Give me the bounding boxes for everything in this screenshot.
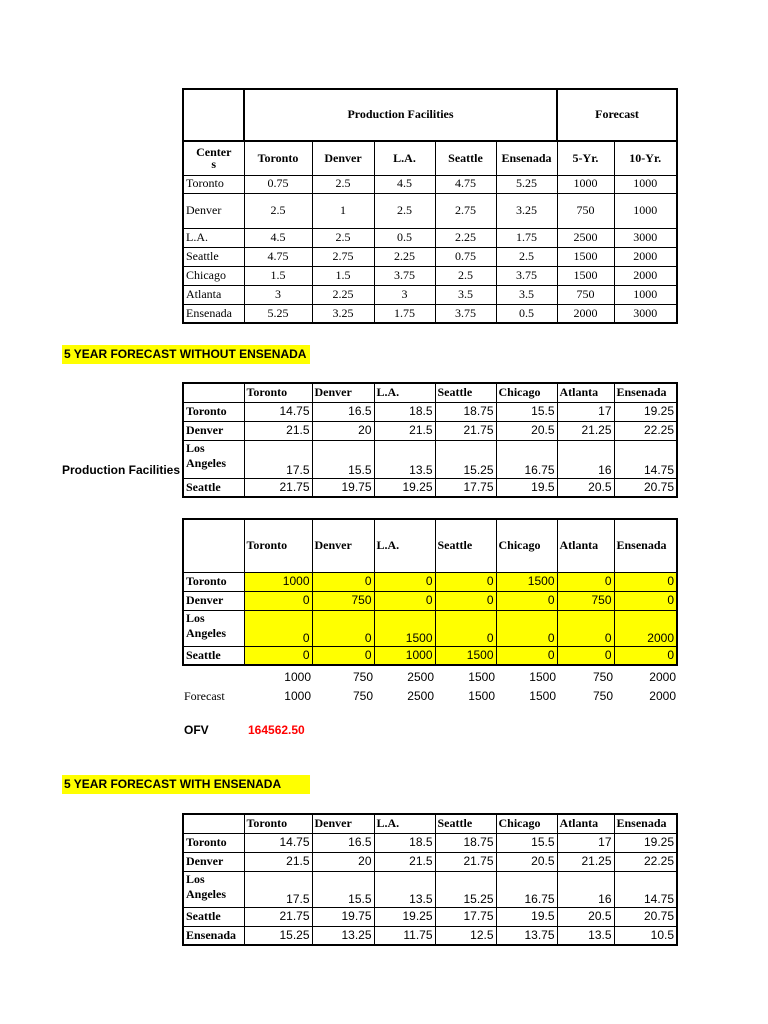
cost-table-with-ensenada — [182, 813, 678, 946]
table1-cell: 1 — [312, 193, 374, 228]
table3-col-header: Atlanta — [557, 519, 614, 572]
table1-col-header: 5-Yr. — [557, 141, 614, 175]
table4-cell: 16.75 — [496, 871, 557, 907]
table1-col-header: Center s — [183, 141, 244, 175]
table1-cell: 2000 — [614, 247, 677, 266]
table2-cell: 20.5 — [496, 421, 557, 440]
table1-cell: 3.25 — [312, 304, 374, 323]
table1-cell: 1000 — [614, 193, 677, 228]
table3-cell[interactable]: 0 — [496, 610, 557, 646]
table1-cell: 750 — [557, 285, 614, 304]
cost-table-without-ensenada-block — [182, 382, 678, 498]
table4-row-label: Los Angeles — [183, 871, 244, 907]
table1-col-header: L.A. — [374, 141, 435, 175]
table2-col-header: Denver — [312, 383, 374, 402]
table3-cell[interactable]: 0 — [557, 572, 614, 591]
table1-row — [183, 228, 677, 247]
table3-cell[interactable]: 1000 — [244, 572, 312, 591]
table4-cell: 21.5 — [374, 852, 435, 871]
table1-cell: 3 — [244, 285, 312, 304]
table1-col-header: Denver — [312, 141, 374, 175]
table4-empty-corner — [183, 814, 244, 833]
table4-cell: 15.25 — [244, 926, 312, 945]
table3-col-header: Toronto — [244, 519, 312, 572]
table1-cell: 4.75 — [435, 175, 496, 193]
table2-cell: 20.75 — [614, 478, 677, 497]
table1-cell: 2000 — [614, 266, 677, 285]
table2-cell: 21.75 — [435, 421, 496, 440]
table4-cell: 14.75 — [244, 833, 312, 852]
table2-cell: 21.75 — [244, 478, 312, 497]
table2-header-row — [183, 383, 677, 402]
table4-cell: 18.5 — [374, 833, 435, 852]
table3-cell[interactable]: 0 — [312, 646, 374, 665]
table2-row-label: Denver — [183, 421, 244, 440]
allocation-table — [182, 518, 678, 666]
table4-row-label: Ensenada — [183, 926, 244, 945]
table3-cell[interactable]: 750 — [312, 591, 374, 610]
table1-cell: 2500 — [557, 228, 614, 247]
table1-cell: 2.25 — [435, 228, 496, 247]
table1-cell: Ensenada — [183, 304, 244, 323]
table1-row — [183, 175, 677, 193]
table3-cell[interactable]: 0 — [435, 591, 496, 610]
table2-cell: 19.75 — [312, 478, 374, 497]
table1-cell: Atlanta — [183, 285, 244, 304]
table4-row-label: Toronto — [183, 833, 244, 852]
table1-cell: 2.5 — [244, 193, 312, 228]
table4-row — [183, 871, 677, 907]
table2-col-header: Ensenada — [614, 383, 677, 402]
table3-cell[interactable]: 1500 — [496, 572, 557, 591]
table2-cell: 18.5 — [374, 402, 435, 421]
table4-cell: 21.25 — [557, 852, 614, 871]
table1-cell: 2.25 — [312, 285, 374, 304]
table3-row-label: Seattle — [183, 646, 244, 665]
table1-row — [183, 266, 677, 285]
table1-cell: 3.75 — [435, 304, 496, 323]
table2-row-label: Los Angeles — [183, 440, 244, 478]
ofv-value: 164562.50 — [248, 723, 305, 737]
table3-cell[interactable]: 0 — [435, 610, 496, 646]
table4-cell: 20.5 — [496, 852, 557, 871]
table3-cell[interactable]: 0 — [244, 646, 312, 665]
table2-cell: 16.5 — [312, 402, 374, 421]
table2-cell: 15.25 — [435, 440, 496, 478]
table1-cell: 3.5 — [496, 285, 557, 304]
table1-cell: 5.25 — [244, 304, 312, 323]
table1-cell: 0.5 — [496, 304, 557, 323]
table1-cell: 2000 — [557, 304, 614, 323]
table3-col-header: Denver — [312, 519, 374, 572]
table2-cell: 20 — [312, 421, 374, 440]
forecast-cell: 750 — [352, 689, 373, 704]
table3-cell[interactable]: 0 — [496, 591, 557, 610]
table4-cell: 15.5 — [312, 871, 374, 907]
table4-col-header: Denver — [312, 814, 374, 833]
table2-row — [183, 440, 677, 478]
forecast-cell: 2000 — [649, 689, 676, 704]
table2-cell: 19.5 — [496, 478, 557, 497]
table2-cell: 21.25 — [557, 421, 614, 440]
table2-cell: 15.5 — [496, 402, 557, 421]
table1-cell: 1500 — [557, 247, 614, 266]
table1-cell: 2.5 — [374, 193, 435, 228]
table3-cell[interactable]: 1500 — [374, 610, 435, 646]
table1-cell: 3.25 — [496, 193, 557, 228]
table1-col-header: Toronto — [244, 141, 312, 175]
table3-cell[interactable]: 0 — [374, 572, 435, 591]
table4-cell: 19.25 — [614, 833, 677, 852]
table4-cell: 15.5 — [496, 833, 557, 852]
table3-row — [183, 572, 677, 591]
table3-row — [183, 646, 677, 665]
table4-cell: 19.25 — [374, 907, 435, 926]
table3-empty-corner — [183, 519, 244, 572]
table2-row-label: Seattle — [183, 478, 244, 497]
ofv-label: OFV — [184, 723, 209, 737]
table4-cell: 10.5 — [614, 926, 677, 945]
table4-col-header: L.A. — [374, 814, 435, 833]
table1-cell: L.A. — [183, 228, 244, 247]
forecast-cell: 750 — [592, 689, 613, 704]
table3-row-label: Toronto — [183, 572, 244, 591]
table4-row — [183, 852, 677, 871]
table4-cell: 16 — [557, 871, 614, 907]
table2-cell: 21.5 — [244, 421, 312, 440]
table1-cell: 3000 — [614, 228, 677, 247]
table4-cell: 20.5 — [557, 907, 614, 926]
table1-cell: 1.75 — [496, 228, 557, 247]
table1-cell: 1000 — [614, 175, 677, 193]
table3-cell[interactable]: 0 — [312, 572, 374, 591]
table1-cell: Seattle — [183, 247, 244, 266]
table1-cell: 1.5 — [312, 266, 374, 285]
table1-col-header: Ensenada — [496, 141, 557, 175]
forecast-cell: 1500 — [468, 689, 495, 704]
table3-col-header: L.A. — [374, 519, 435, 572]
table1-cell: 3.75 — [374, 266, 435, 285]
table4-cell: 19.75 — [312, 907, 374, 926]
table1-cell: 5.25 — [496, 175, 557, 193]
table3-row — [183, 591, 677, 610]
table3-cell[interactable]: 2000 — [614, 610, 677, 646]
table2-cell: 17 — [557, 402, 614, 421]
table4-cell: 18.75 — [435, 833, 496, 852]
allocation-totals-table — [182, 668, 678, 707]
table1-cell: 1.75 — [374, 304, 435, 323]
table1-cell: 1.5 — [244, 266, 312, 285]
table4-cell: 17.5 — [244, 871, 312, 907]
table1-cell: 1500 — [557, 266, 614, 285]
table2-cell: 19.25 — [614, 402, 677, 421]
table4-col-header: Chicago — [496, 814, 557, 833]
table4-col-header: Seattle — [435, 814, 496, 833]
table1-cell: 0.75 — [244, 175, 312, 193]
table4-col-header: Ensenada — [614, 814, 677, 833]
table4-cell: 14.75 — [614, 871, 677, 907]
table4-cell: 20.75 — [614, 907, 677, 926]
table3-col-header: Chicago — [496, 519, 557, 572]
production-facilities-side-label: Production Facilities — [62, 463, 181, 477]
table2-cell: 14.75 — [614, 440, 677, 478]
table2-cell: 13.5 — [374, 440, 435, 478]
table1-col-header: Seattle — [435, 141, 496, 175]
table3-cell[interactable]: 0 — [496, 646, 557, 665]
table2-row — [183, 478, 677, 497]
cost-table-without-ensenada — [182, 382, 678, 498]
table3-cell[interactable]: 0 — [244, 610, 312, 646]
table3-col-header: Ensenada — [614, 519, 677, 572]
table1-cell: 4.5 — [374, 175, 435, 193]
table3-col-header: Seattle — [435, 519, 496, 572]
forecast-cell: 1000 — [284, 689, 311, 704]
total-cell: 1500 — [468, 669, 495, 684]
table1-cell: 1000 — [614, 285, 677, 304]
table1-cell: 0.5 — [374, 228, 435, 247]
table1-row — [183, 285, 677, 304]
table1-cell: 2.75 — [435, 193, 496, 228]
table4-cell: 11.75 — [374, 926, 435, 945]
table2-col-header: Seattle — [435, 383, 496, 402]
totals-label-empty — [182, 668, 245, 687]
total-cell: 750 — [352, 669, 373, 684]
table2-cell: 17.5 — [244, 440, 312, 478]
table3-cell[interactable]: 0 — [312, 610, 374, 646]
table1-cell: 2.25 — [374, 247, 435, 266]
table3-cell[interactable]: 0 — [614, 646, 677, 665]
table4-header-row — [183, 814, 677, 833]
table1-row — [183, 193, 677, 228]
table1-cell: 2.5 — [435, 266, 496, 285]
table1-cell: Denver — [183, 193, 244, 228]
table3-cell[interactable]: 0 — [614, 572, 677, 591]
table2-cell: 16.75 — [496, 440, 557, 478]
table1-row — [183, 247, 677, 266]
forecast-cell: 2500 — [407, 689, 434, 704]
table3-row-label: Los Angeles — [183, 610, 244, 646]
total-cell: 1000 — [284, 669, 311, 684]
table2-cell: 20.5 — [557, 478, 614, 497]
table3-cell[interactable]: 1000 — [374, 646, 435, 665]
table4-row — [183, 926, 677, 945]
table2-cell: 17.75 — [435, 478, 496, 497]
table1-cell: 2.75 — [312, 247, 374, 266]
table3-cell[interactable]: 0 — [244, 591, 312, 610]
table1-row — [183, 304, 677, 323]
table4-cell: 17.75 — [435, 907, 496, 926]
table1-cell: Toronto — [183, 175, 244, 193]
table2-empty-corner — [183, 383, 244, 402]
table1-empty-corner — [183, 89, 244, 141]
table4-cell: 13.25 — [312, 926, 374, 945]
banner-with-ensenada: 5 YEAR FORECAST WITH ENSENADA — [62, 775, 310, 794]
table4-cell: 19.5 — [496, 907, 557, 926]
table3-cell[interactable]: 750 — [557, 591, 614, 610]
total-cell: 2000 — [649, 669, 676, 684]
allocation-table-block — [182, 518, 678, 707]
table1-cell: 0.75 — [435, 247, 496, 266]
table4-cell: 16.5 — [312, 833, 374, 852]
table1-cell: 2.5 — [312, 175, 374, 193]
table1-cell: 4.5 — [244, 228, 312, 247]
table4-col-header: Toronto — [244, 814, 312, 833]
table3-row-label: Denver — [183, 591, 244, 610]
table4-cell: 15.25 — [435, 871, 496, 907]
table3-header-row — [183, 519, 677, 572]
table1-cell: 4.75 — [244, 247, 312, 266]
table3-cell[interactable]: 0 — [374, 591, 435, 610]
table4-row — [183, 907, 677, 926]
table2-col-header: Toronto — [244, 383, 312, 402]
table2-cell: 16 — [557, 440, 614, 478]
table3-row — [183, 610, 677, 646]
total-cell: 750 — [592, 669, 613, 684]
totals-row — [182, 668, 678, 687]
table1-cell: 2.5 — [496, 247, 557, 266]
table2-col-header: L.A. — [374, 383, 435, 402]
table4-row-label: Denver — [183, 852, 244, 871]
distance-table — [182, 88, 678, 324]
table4-cell: 12.5 — [435, 926, 496, 945]
distance-table-block — [182, 88, 678, 324]
cost-table-with-ensenada-block — [182, 813, 678, 946]
table2-col-header: Atlanta — [557, 383, 614, 402]
table3-cell[interactable]: 0 — [557, 610, 614, 646]
table3-cell[interactable]: 1500 — [435, 646, 496, 665]
table1-cell: 2.5 — [312, 228, 374, 247]
table1-cell: 3.75 — [496, 266, 557, 285]
table1-cell: 1000 — [557, 175, 614, 193]
table2-row — [183, 421, 677, 440]
table1-group-header-row — [183, 89, 677, 141]
table4-cell: 13.5 — [557, 926, 614, 945]
table4-col-header: Atlanta — [557, 814, 614, 833]
table1-cell: 3000 — [614, 304, 677, 323]
table4-row-label: Seattle — [183, 907, 244, 926]
table1-cell: 3.5 — [435, 285, 496, 304]
table2-cell: 21.5 — [374, 421, 435, 440]
forecast-row — [182, 687, 678, 707]
table1-column-header-row — [183, 141, 677, 175]
table1-cell: 3 — [374, 285, 435, 304]
table1-cell: Chicago — [183, 266, 244, 285]
table2-row-label: Toronto — [183, 402, 244, 421]
forecast-cell: 1500 — [529, 689, 556, 704]
table2-row — [183, 402, 677, 421]
table1-cell: 750 — [557, 193, 614, 228]
total-cell: 2500 — [407, 669, 434, 684]
table1-col-header: 10-Yr. — [614, 141, 677, 175]
table2-cell: 15.5 — [312, 440, 374, 478]
table4-cell: 22.25 — [614, 852, 677, 871]
table2-cell: 14.75 — [244, 402, 312, 421]
table2-cell: 19.25 — [374, 478, 435, 497]
forecast-row-label: Forecast — [184, 689, 225, 704]
table4-cell: 13.5 — [374, 871, 435, 907]
table4-cell: 17 — [557, 833, 614, 852]
table4-row — [183, 833, 677, 852]
table3-cell[interactable]: 0 — [557, 646, 614, 665]
table4-cell: 21.75 — [244, 907, 312, 926]
table4-cell: 20 — [312, 852, 374, 871]
table4-cell: 13.75 — [496, 926, 557, 945]
table4-cell: 21.5 — [244, 852, 312, 871]
table2-cell: 18.75 — [435, 402, 496, 421]
table4-cell: 21.75 — [435, 852, 496, 871]
table1-production-header: Production Facilities — [244, 89, 557, 141]
banner-without-ensenada: 5 YEAR FORECAST WITHOUT ENSENADA — [62, 345, 310, 364]
table3-cell[interactable]: 0 — [435, 572, 496, 591]
table3-cell[interactable]: 0 — [614, 591, 677, 610]
table2-col-header: Chicago — [496, 383, 557, 402]
table2-cell: 22.25 — [614, 421, 677, 440]
table1-forecast-header: Forecast — [557, 89, 677, 141]
total-cell: 1500 — [529, 669, 556, 684]
